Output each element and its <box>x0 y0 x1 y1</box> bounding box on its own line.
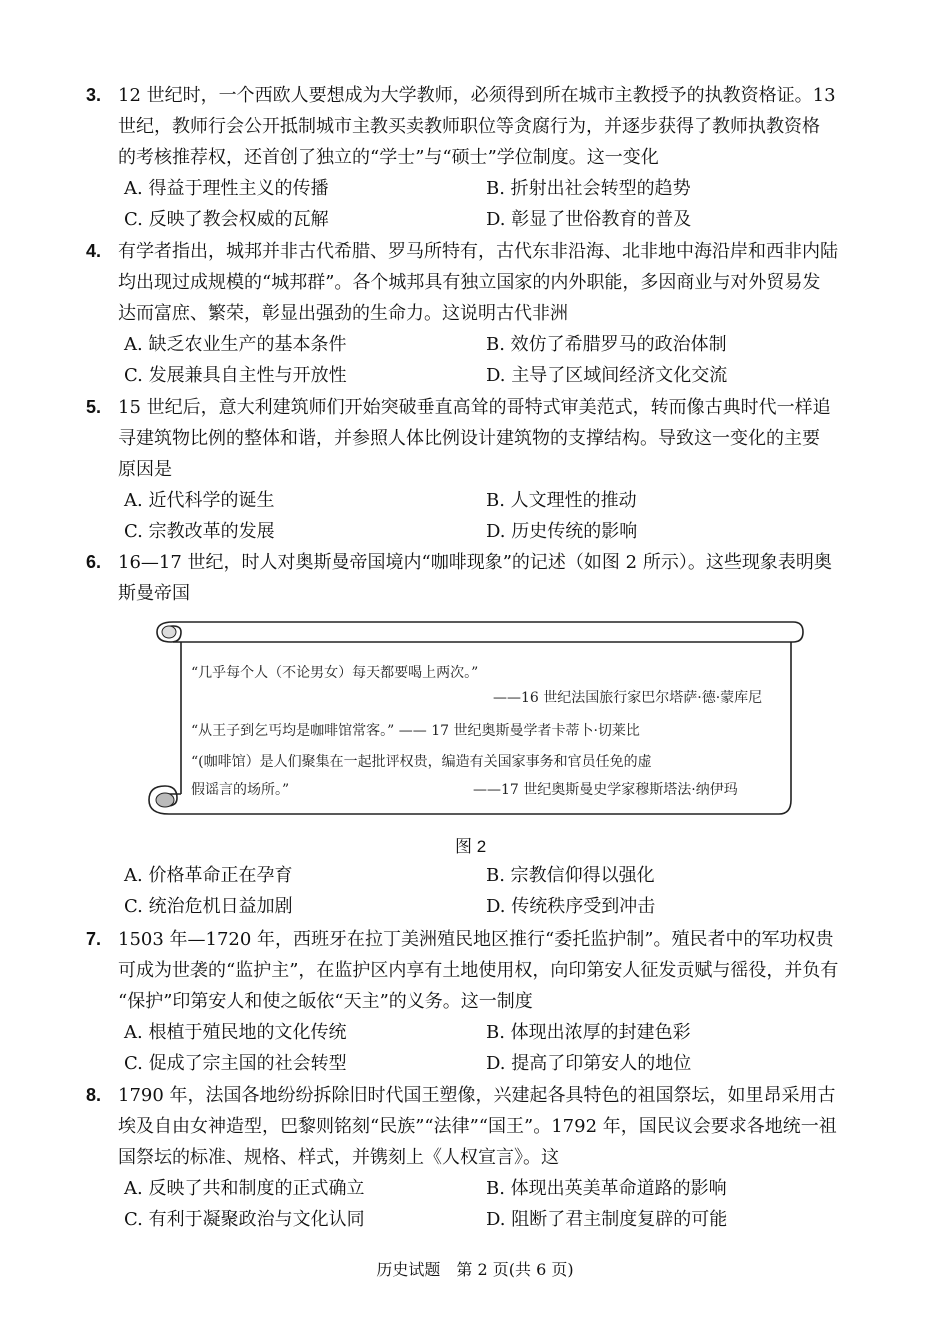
option-b[interactable]: B. 效仿了希腊罗马的政治体制 <box>486 334 727 355</box>
question-number: 7. <box>86 929 102 949</box>
quote-attribution-1: ——16 世纪法国旅行家巴尔塔萨·德·蒙库尼 <box>493 690 763 706</box>
options <box>86 1017 864 1079</box>
option-b[interactable]: B. 折射出社会转型的趋势 <box>486 178 691 199</box>
option-a[interactable]: A. 近代科学的诞生 <box>124 490 275 511</box>
option-a[interactable]: A. 缺乏农业生产的基本条件 <box>124 334 347 355</box>
options <box>86 1173 864 1235</box>
question-7 <box>86 924 864 1079</box>
option-d[interactable]: D. 彰显了世俗教育的普及 <box>486 209 692 230</box>
figure-2-scroll <box>143 618 807 828</box>
page-footer: 历史试题 第 2 页(共 6 页) <box>376 1260 574 1279</box>
question-number: 5. <box>86 397 102 417</box>
quote-line-4: 假谣言的场所。” <box>191 782 290 798</box>
option-b[interactable]: B. 宗教信仰得以强化 <box>486 865 655 886</box>
question-stem: 4. 有学者指出，城邦并非古代希腊、罗马所特有，古代东非沿海、北非地中海沿岸和西非内陆 均出现过成规模的“城邦群”。各个城邦具有独立国家的内外职能，多因商业与对外贸易发 达而富庶、繁荣，彰显出强劲的生命力。这说明古代非洲 <box>86 236 864 329</box>
option-a[interactable]: A. 得益于理性主义的传播 <box>124 178 329 199</box>
question-number: 3. <box>86 85 102 105</box>
quote-line-2: “从王子到乞丐均是咖啡馆常客。” —— 17 世纪奥斯曼学者卡蒂卜·切莱比 <box>191 723 640 739</box>
option-b[interactable]: B. 人文理性的推动 <box>486 490 637 511</box>
option-d[interactable]: D. 主导了区域间经济文化交流 <box>486 365 728 386</box>
question-stem: 8. 1790 年，法国各地纷纷拆除旧时代国王塑像，兴建起各具特色的祖国祭坛，如里昂采用古 埃及自由女神造型，巴黎则铭刻“民族”“法律”“国王”。1792 年，国民议会要求各地统一祖 国祭坛的标准、规格、样式，并镌刻上《人权宣言》。这 <box>86 1080 864 1173</box>
question-5 <box>86 392 864 547</box>
option-c[interactable]: C. 促成了宗主国的社会转型 <box>124 1053 347 1074</box>
quote-attribution-3: ——17 世纪奥斯曼史学家穆斯塔法·纳伊玛 <box>473 782 738 798</box>
option-b[interactable]: B. 体现出浓厚的封建色彩 <box>486 1022 691 1043</box>
options <box>86 329 864 391</box>
option-a[interactable]: A. 反映了共和制度的正式确立 <box>124 1178 365 1199</box>
question-6 <box>86 547 864 609</box>
question-8 <box>86 1080 864 1235</box>
figure-caption: 图 2 <box>455 837 487 856</box>
option-d[interactable]: D. 提高了印第安人的地位 <box>486 1053 692 1074</box>
option-a[interactable]: A. 根植于殖民地的文化传统 <box>124 1022 347 1043</box>
quote-line-3: “(咖啡馆）是人们聚集在一起批评权贵，编造有关国家事务和官员任免的虚 <box>191 754 652 770</box>
option-a[interactable]: A. 价格革命正在孕育 <box>124 865 293 886</box>
option-c[interactable]: C. 宗教改革的发展 <box>124 521 275 542</box>
quote-line-1: “几乎每个人（不论男女）每天都要喝上两次。” <box>191 665 479 681</box>
question-stem: 7. 1503 年—1720 年，西班牙在拉丁美洲殖民地区推行“委托监护制”。殖民者中的军功权贵 可成为世袭的“监护主”，在监护区内享有土地使用权，向印第安人征发贡赋与徭役，并负有 “保护”印第安人和使之皈依“天主”的义务。这一制度 <box>86 924 864 1017</box>
options <box>86 485 864 547</box>
question-6-options <box>86 860 864 922</box>
option-b[interactable]: B. 体现出英美革命道路的影响 <box>486 1178 727 1199</box>
options <box>86 173 864 235</box>
option-c[interactable]: C. 反映了教会权威的瓦解 <box>124 209 329 230</box>
question-number: 6. <box>86 552 102 572</box>
option-c[interactable]: C. 有利于凝聚政治与文化认同 <box>124 1209 365 1230</box>
question-stem: 6. 16—17 世纪，时人对奥斯曼帝国境内“咖啡现象”的记述（如图 2 所示）。这些现象表明奥 斯曼帝国 <box>86 547 864 609</box>
question-3 <box>86 80 864 235</box>
question-number: 4. <box>86 241 102 261</box>
options <box>86 860 864 922</box>
question-stem: 3. 12 世纪时，一个西欧人要想成为大学教师，必须得到所在城市主教授予的执教资格证。13 世纪，教师行会公开抵制城市主教买卖教师职位等贪腐行为，并逐步获得了教师执教资格 的考核推荐权，还首创了独立的“学士”与“硕士”学位制度。这一变化 <box>86 80 864 173</box>
option-d[interactable]: D. 阻断了君主制度复辟的可能 <box>486 1209 728 1230</box>
question-4 <box>86 236 864 391</box>
option-c[interactable]: C. 统治危机日益加剧 <box>124 896 293 917</box>
question-stem: 5. 15 世纪后，意大利建筑师们开始突破垂直高耸的哥特式审美范式，转而像古典时代一样追 寻建筑物比例的整体和谐，并参照人体比例设计建筑物的支撑结构。导致这一变化的主要 原因是 <box>86 392 864 485</box>
option-d[interactable]: D. 传统秩序受到冲击 <box>486 896 656 917</box>
option-d[interactable]: D. 历史传统的影响 <box>486 521 638 542</box>
option-c[interactable]: C. 发展兼具自主性与开放性 <box>124 365 347 386</box>
question-number: 8. <box>86 1085 102 1105</box>
